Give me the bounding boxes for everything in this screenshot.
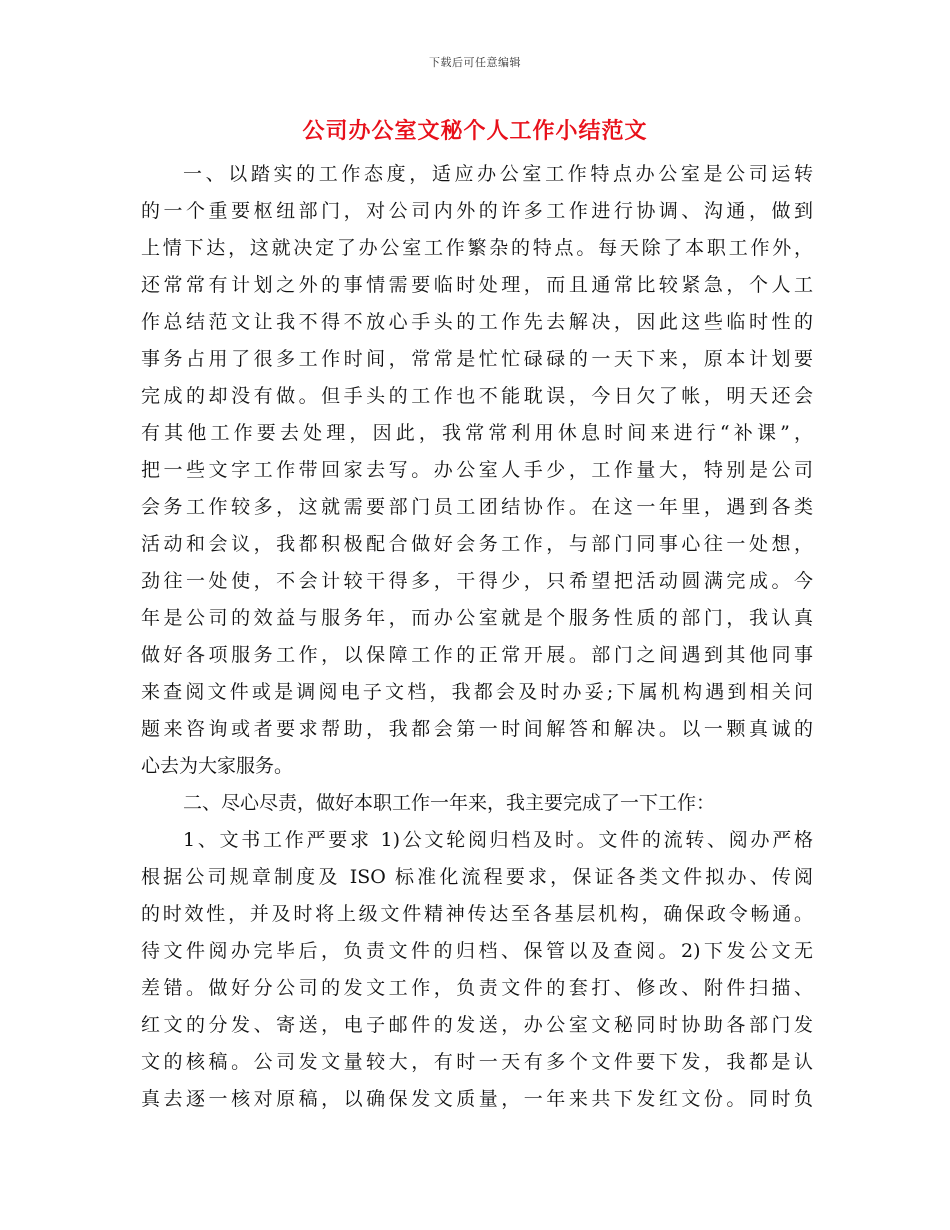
body-line: 把一些文字工作带回家去写。办公室人手少，工作量大，特别是公司	[141, 459, 813, 481]
document-body	[141, 156, 813, 1118]
body-line: 还常常有计划之外的事情需要临时处理，而且通常比较紧急，个人工	[141, 274, 813, 296]
body-line: 待文件阅办完毕后，负责文件的归档、保管以及查阅。2)下发公文无	[141, 940, 813, 962]
body-line: 红文的分发、寄送，电子邮件的发送，办公室文秘同时协助各部门发	[141, 1014, 813, 1036]
body-line: 1、文书工作严要求 1)公文轮阅归档及时。文件的流转、阅办严格	[183, 829, 813, 851]
body-line: 来查阅文件或是调阅电子文档，我都会及时办妥;下属机构遇到相关问	[141, 681, 813, 703]
body-line: 劲往一处使，不会计较干得多，干得少，只希望把活动圆满完成。今	[141, 570, 813, 592]
document-title: 公司办公室文秘个人工作小结范文	[302, 118, 648, 144]
body-line: 真去逐一核对原稿，以确保发文质量，一年来共下发红文份。同时负	[141, 1088, 813, 1110]
body-line: 二、尽心尽责，做好本职工作一年来，我主要完成了一下工作：	[183, 792, 716, 814]
body-line: 的时效性，并及时将上级文件精神传达至各基层机构，确保政令畅通。	[141, 903, 813, 925]
body-line: 一、以踏实的工作态度，适应办公室工作特点办公室是公司运转	[183, 163, 813, 185]
body-line: 差错。做好分公司的发文工作，负责文件的套打、修改、附件扫描、	[141, 977, 813, 999]
body-line: 会务工作较多，这就需要部门员工团结协作。在这一年里，遇到各类	[141, 496, 813, 518]
body-line: 上情下达，这就决定了办公室工作繁杂的特点。每天除了本职工作外，	[141, 237, 813, 259]
header-note: 下载后可任意编辑	[429, 56, 521, 69]
body-line: 有其他工作要去处理，因此，我常常利用休息时间来进行“补课”，	[141, 422, 813, 444]
body-line: 根据公司规章制度及 ISO 标准化流程要求，保证各类文件拟办、传阅	[141, 866, 813, 888]
body-line: 题来咨询或者要求帮助，我都会第一时间解答和解决。以一颗真诚的	[141, 718, 813, 740]
body-line: 事务占用了很多工作时间，常常是忙忙碌碌的一天下来，原本计划要	[141, 348, 813, 370]
body-line: 心去为大家服务。	[141, 755, 294, 777]
body-line: 做好各项服务工作，以保障工作的正常开展。部门之间遇到其他同事	[141, 644, 813, 666]
body-line: 文的核稿。公司发文量较大，有时一天有多个文件要下发，我都是认	[141, 1051, 813, 1073]
body-line: 年是公司的效益与服务年，而办公室就是个服务性质的部门，我认真	[141, 607, 813, 629]
body-line: 的一个重要枢纽部门，对公司内外的许多工作进行协调、沟通，做到	[141, 200, 813, 222]
body-line: 完成的却没有做。但手头的工作也不能耽误，今日欠了帐，明天还会	[141, 385, 813, 407]
body-line: 作总结范文让我不得不放心手头的工作先去解决，因此这些临时性的	[141, 311, 813, 333]
body-line: 活动和会议，我都积极配合做好会务工作，与部门同事心往一处想，	[141, 533, 813, 555]
